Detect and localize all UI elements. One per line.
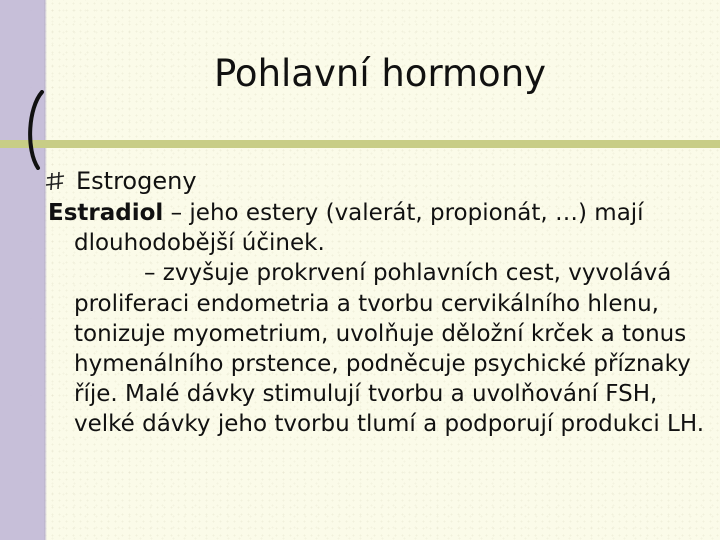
bullet-item (44, 166, 197, 196)
hash-bullet-icon (44, 170, 66, 192)
side-accent-bar-shadow (44, 0, 47, 540)
bracket-decoration-icon (18, 90, 48, 170)
paragraph-estradiol-text: – jeho estery (valerát, propionát, …) mají dlouhodobější účinek. (74, 200, 644, 257)
bullet-text: Estrogeny (76, 167, 197, 195)
paragraph-estradiol (48, 198, 708, 258)
term-estradiol: Estradiol (48, 200, 164, 226)
slide-title: Pohlavní hormony (213, 52, 547, 95)
title-divider-rule (0, 140, 720, 148)
slide-body (48, 198, 708, 440)
paragraph-effects: – zvyšuje prokrvení pohlavních cest, vyvolává proliferaci endometria a tvorbu cervikálního hlenu, tonizuje myometrium, uvolňuje děložní krček a tonus hymenálního prstence, podněcuje psychické příznaky říje. Malé dávky stimulují tvorbu a uvolňování FSH, velké dávky jeho tvorbu tlumí a podporují produkci LH. (74, 260, 705, 438)
side-accent-bar (0, 0, 44, 540)
